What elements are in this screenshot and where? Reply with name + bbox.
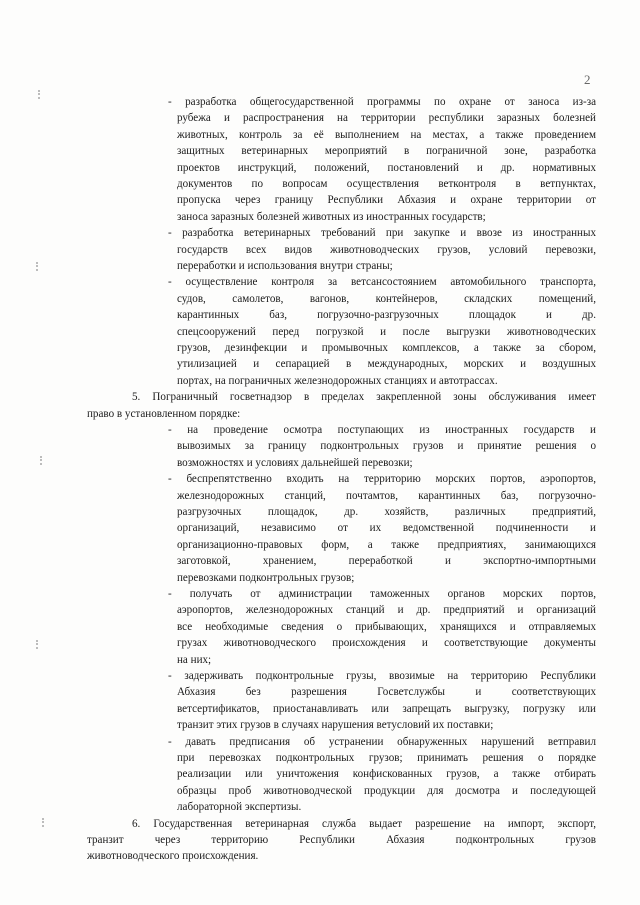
text-line: - разработка общегосударственной программы по охране от заноса из-за	[168, 96, 596, 108]
text-line: переработки и использования внутри страны;	[177, 260, 393, 272]
text-line: право в установленном порядке:	[87, 407, 241, 420]
text-line: возможностях и условиях дальнейшей перевозки;	[177, 456, 413, 469]
text-line: рубежа и распространения на территории республики заразных болезней	[177, 112, 596, 125]
text-line: - на проведение осмотра поступающих из иностранных государств и	[168, 424, 596, 436]
text-line: защитных ветеринарных мероприятий в пограничной зоне, разработка	[177, 145, 596, 158]
text-line: государств всех видов животноводческих грузов, условий перевозки,	[177, 243, 596, 256]
text-line: аэропортов, железнодорожных станций и др. предприятий и организаций	[177, 604, 596, 617]
text-line: судов, самолетов, вагонов, контейнеров, складских помещений,	[177, 292, 596, 305]
text-line: грузах животноводческого происхождения и соответствующие документы	[177, 637, 596, 650]
text-line: железнодорожных станций, почтамтов, карантинных баз, погрузочно-	[177, 489, 596, 502]
text-line: лабораторной экспертизы.	[177, 801, 302, 814]
text-line: разгрузочных площадок, др. хозяйств, различных предприятий,	[177, 506, 596, 518]
text-line: реализации или уничтожения конфискованных грузов, а также отбирать	[177, 768, 596, 781]
text-line: - получать от администрации таможенных органов морских портов,	[168, 588, 596, 600]
text-line: транзит этих грузов в случаях нарушения ветусловий их поставки;	[177, 719, 494, 732]
text-line: - задерживать подконтрольные грузы, ввозимые на территорию Республики	[168, 670, 596, 682]
text-line: транзит через территорию Республики Абхазия подконтрольных грузов	[87, 834, 596, 846]
scan-mark	[40, 456, 50, 465]
text-line: вывозимых за границу подконтрольных грузов и принятие решения о	[177, 440, 596, 453]
text-line: - беспрепятственно входить на территорию морских портов, аэропортов,	[168, 473, 596, 486]
text-line: пропуска через границу Республики Абхазия и охране территории от	[177, 194, 596, 207]
text-line: животных, контроль за её выполнением на местах, а также проведением	[177, 128, 596, 141]
text-line: Абхазия без разрешения Госветслужбы и соответствующих	[177, 686, 596, 699]
text-line: перевозками подконтрольных грузов;	[177, 571, 355, 584]
text-line: животноводческого происхождения.	[87, 850, 259, 863]
text-line: спецсооружений перед погрузкой и после выгрузки животноводческих	[177, 325, 596, 338]
text-line: утилизацией и сепарацией в международных, морских и воздушных	[177, 358, 596, 371]
scan-mark	[38, 90, 48, 99]
text-line: организационно-правовых форм, а также предприятиях, занимающихся	[177, 538, 596, 551]
text-line: карантинных баз, погрузочно-разгрузочных площадок и др.	[177, 309, 596, 322]
scan-mark	[36, 262, 46, 271]
text-line: заготовкой, хранением, переработкой и экспортно-импортными	[177, 555, 596, 568]
text-line: документов по вопросам осуществления ветконтроля в ветпунктах,	[177, 178, 596, 190]
text-line: - разработка ветеринарных требований при закупке и ввозе из иностранных	[168, 227, 596, 240]
text-line: портах, на пограничных железнодорожных станциях и автотрассах.	[177, 374, 498, 387]
text-line: образцы проб животноводческой продукции для досмотра и последующей	[177, 784, 596, 797]
text-line: все необходимые сведения о прибывающих, хранящихся и отправляемых	[177, 620, 596, 633]
text-line: 6. Государственная ветеринарная служба выдает разрешение на импорт, экспорт,	[132, 817, 596, 830]
text-line: - давать предписания об устранении обнаруженных нарушений ветправил	[168, 735, 596, 748]
text-line: ветсертификатов, приостанавливать или запрещать выгрузку, погрузку или	[177, 702, 596, 715]
text-line: при перевозках подконтрольных грузов; принимать решения о порядке	[177, 752, 596, 764]
text-line: на них;	[177, 653, 212, 666]
text-line: заноса заразных болезней животных из иностранных государств;	[177, 210, 486, 223]
text-line: проектов инструкций, положений, постановлений и др. нормативных	[177, 161, 596, 174]
text-line: - осуществление контроля за ветсансостоянием автомобильного транспорта,	[168, 276, 596, 289]
text-line: грузов, дезинфекции и промывочных комплексов, а также за сбором,	[177, 342, 596, 354]
page-number: 2	[584, 72, 591, 87]
scan-mark	[36, 640, 46, 649]
text-line: организаций, независимо от их ведомственной подчиненности и	[177, 522, 596, 535]
text-line: 5. Пограничный госветнадзор в пределах закрепленной зоны обслуживания имеет	[132, 391, 596, 404]
scan-mark	[42, 818, 52, 827]
